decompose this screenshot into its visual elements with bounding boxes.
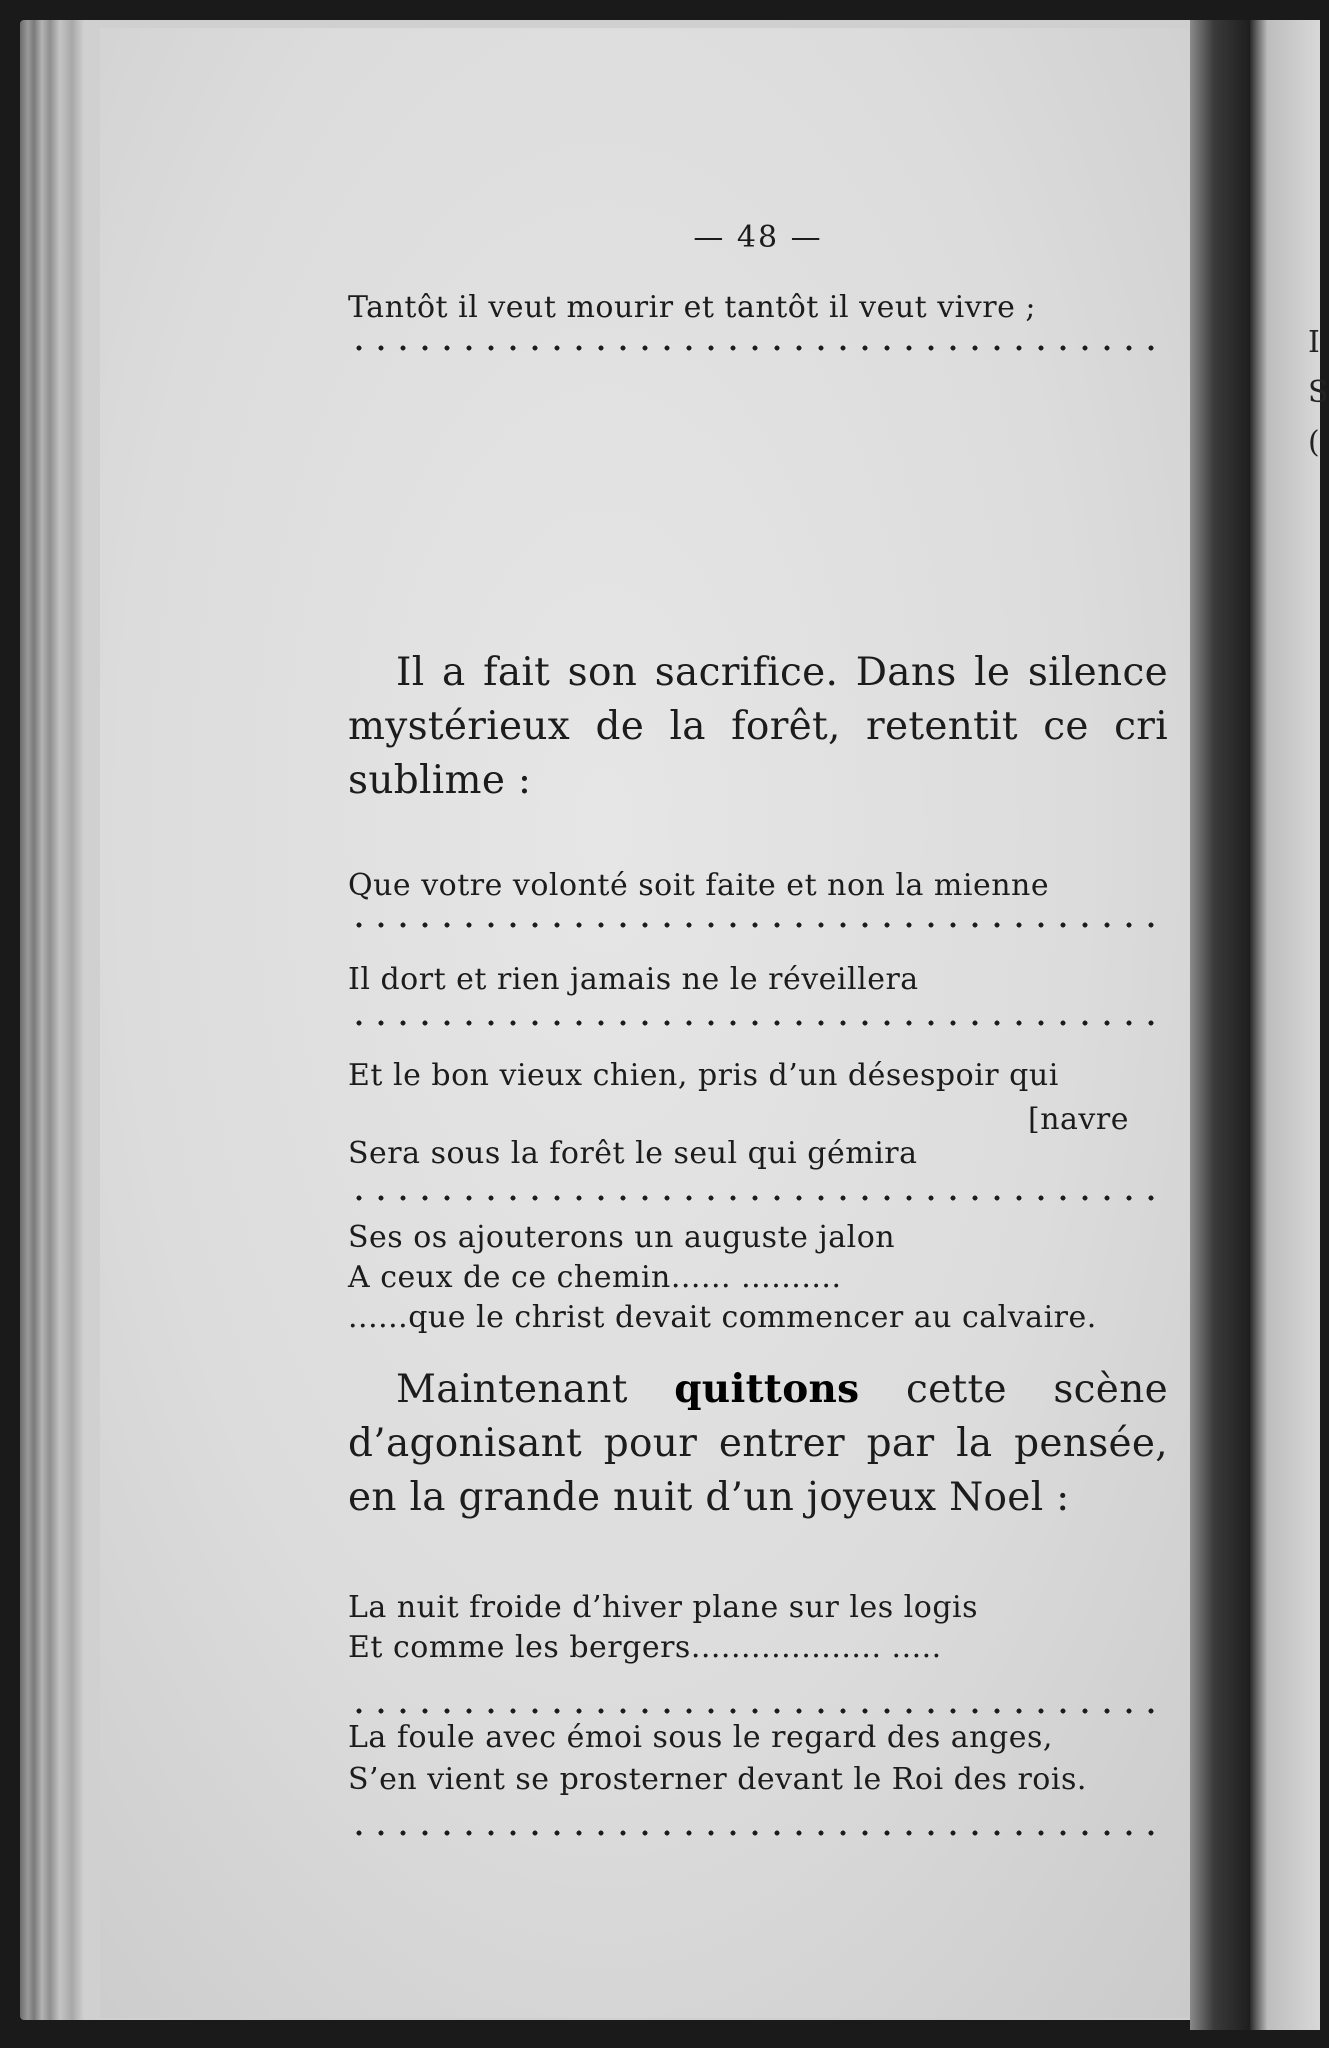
verse-line: Tantôt il veut mourir et tantôt il veut vivre ; — [348, 290, 1036, 325]
ellipsis-dots — [348, 1708, 1168, 1714]
page-number: — 48 — — [693, 220, 823, 255]
verse-line: Il dort et rien jamais ne le réveillera — [348, 962, 919, 997]
next-page-fragment: I — [1308, 325, 1320, 360]
prose-paragraph-1 — [348, 646, 1168, 808]
ellipsis-dots — [348, 1830, 1168, 1836]
overstruck-word: quittons — [674, 1366, 860, 1412]
next-page-fragment: ( — [1308, 425, 1320, 460]
prose-paragraph-2 — [348, 1362, 1168, 1525]
verse-line: Et le bon vieux chien, pris d’un désespoir qui — [348, 1058, 1059, 1093]
ellipsis-dots — [348, 1020, 1168, 1026]
verse-line: A ceux de ce chemin...... .......... — [348, 1260, 842, 1295]
verse-line: Que votre volonté soit faite et non la mienne — [348, 868, 1050, 903]
verse-continuation: [navre — [1028, 1102, 1129, 1137]
spine-shadow — [1190, 20, 1250, 2030]
verse-line: La nuit froide d’hiver plane sur les logis — [348, 1590, 979, 1625]
next-page-edge — [1250, 20, 1329, 2030]
verse-line: Et comme les bergers................... ..... — [348, 1630, 942, 1665]
next-page-fragment: S — [1308, 375, 1329, 410]
ellipsis-dots — [348, 1195, 1168, 1201]
prose-text: Maintenant — [396, 1367, 675, 1412]
ellipsis-dots — [348, 922, 1168, 928]
verse-line: ......que le christ devait commencer au calvaire. — [348, 1300, 1097, 1335]
prose-text: cette scène d’agonisant pour entrer par la pensée, en la grande nuit d’un joyeux Noel : — [348, 1367, 1168, 1520]
verse-line: S’en vient se prosterner devant le Roi des rois. — [348, 1762, 1087, 1797]
verse-line: Sera sous la forêt le seul qui gémira — [348, 1136, 918, 1171]
verse-line: La foule avec émoi sous le regard des anges, — [348, 1720, 1053, 1755]
prose-text: Il a fait son sacrifice. Dans le silence mystérieux de la forêt, retentit ce cri sublime : — [348, 650, 1168, 803]
ellipsis-dots — [348, 345, 1168, 351]
verse-line: Ses os ajouterons un auguste jalon — [348, 1220, 896, 1255]
